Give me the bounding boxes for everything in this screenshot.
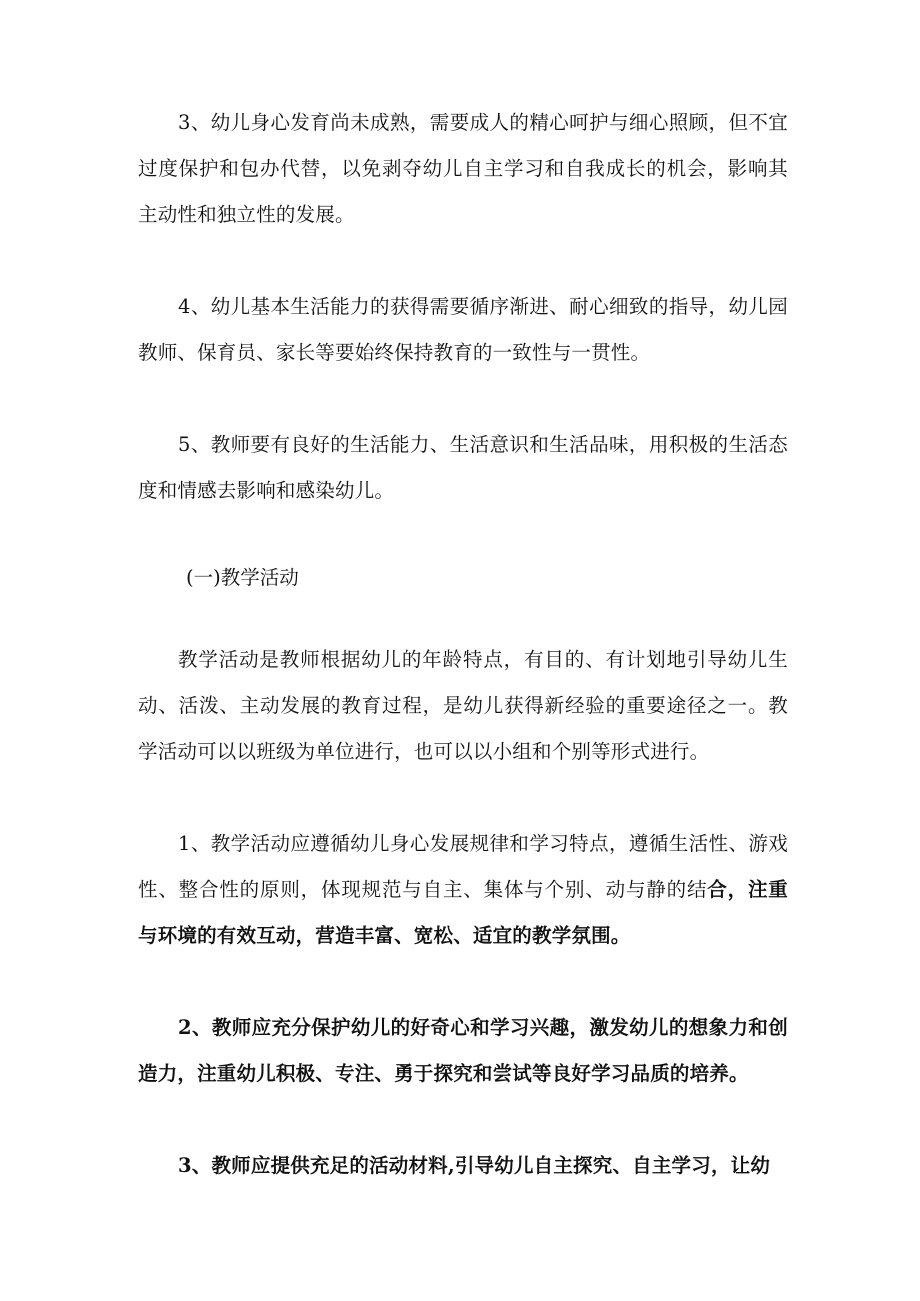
paragraph-2-text: 4、幼儿基本生活能力的获得需要循序渐进、耐心细致的指导，幼儿园教师、保育员、家长等要始终保持教育的一致性与一贯性。 <box>138 295 788 364</box>
paragraph-3-text: 5、教师要有良好的生活能力、生活意识和生活品味，用积极的生活态度和情感去影响和感染幼儿。 <box>138 433 788 502</box>
paragraph-5 <box>138 821 788 959</box>
paragraph-6-text: 2、教师应充分保护幼儿的好奇心和学习兴趣，激发幼儿的想象力和创造力，注重幼儿积极、专注、勇于探究和尝试等良好学习品质的培养。 <box>138 1016 788 1085</box>
paragraph-3 <box>138 422 788 514</box>
paragraph-4 <box>138 637 788 775</box>
paragraph-5-text-bold: 合，注重与环境的有效互动，营造丰富、宽松、适宜的教学氛围。 <box>138 878 788 947</box>
paragraph-4-text: 教学活动是教师根据幼儿的年龄特点，有目的、有计划地引导幼儿生动、活泼、主动发展的教育过程，是幼儿获得新经验的重要途径之一。教学活动可以以班级为单位进行，也可以以小组和个别等形式进行。 <box>138 648 788 763</box>
paragraph-1-text: 3、幼儿身心发育尚未成熟，需要成人的精心呵护与细心照顾，但不宜过度保护和包办代替，以免剥夺幼儿自主学习和自我成长的机会，影响其主动性和独立性的发展。 <box>138 111 788 226</box>
paragraph-7 <box>138 1143 788 1189</box>
section-heading <box>186 555 299 601</box>
paragraph-6 <box>138 1005 788 1097</box>
paragraph-1 <box>138 100 788 238</box>
paragraph-2 <box>138 284 788 376</box>
paragraph-5-text-regular: 1、教学活动应遵循幼儿身心发展规律和学习特点，遵循生活性、游戏性、整合性的原则，体现规范与自主、集体与个别、动与静的结 <box>138 832 788 901</box>
paragraph-7-text: 3、教师应提供充足的活动材料,引导幼儿自主探究、自主学习，让幼 <box>178 1154 771 1177</box>
section-heading-text: (一)教学活动 <box>186 566 299 589</box>
